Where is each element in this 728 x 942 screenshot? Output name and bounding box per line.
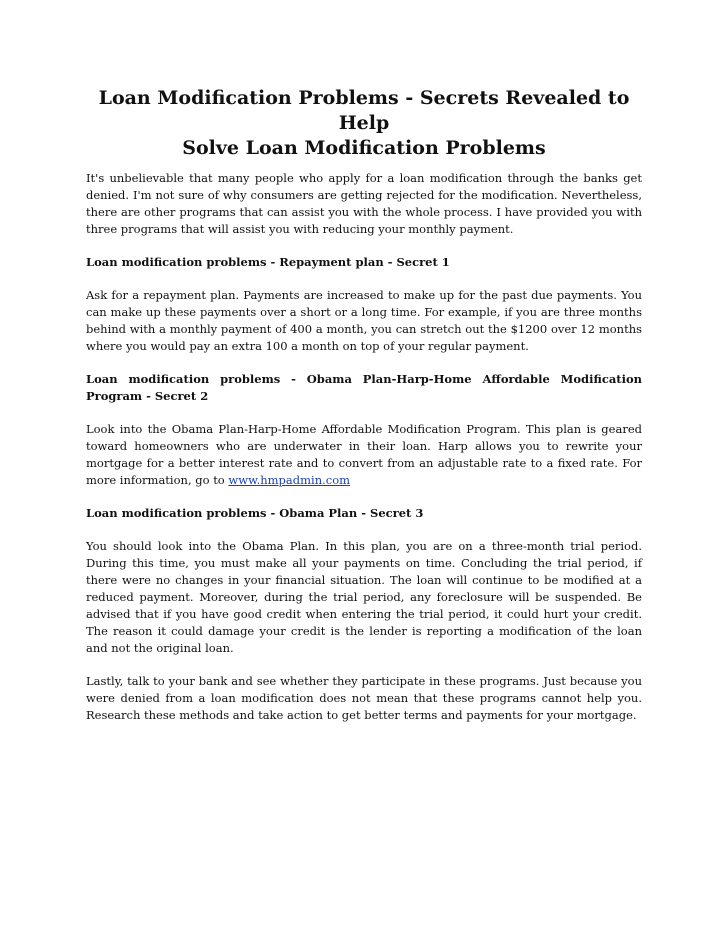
- intro-paragraph: It's unbelievable that many people who apply for a loan modification through the banks get denied. I'm not sure of why consumers are getting rejected for the modification. Nevertheless, there are other programs that can assist you with the whole process. I have provided you with three programs that will assist you with reducing your monthly payment.: [86, 171, 642, 236]
- section-1-body: Ask for a repayment plan. Payments are increased to make up for the past due payments. You can make up these payments over a short or a long time. For example, if you are three months behind with a monthly payment of 400 a month, you can stretch out the $1200 over 12 months where you would pay an extra 100 a month on top of your regular payment.: [86, 288, 642, 353]
- section-2-paragraph: [86, 421, 642, 489]
- title-line-1: Loan Modification Problems - Secrets Revealed to Help: [98, 87, 630, 134]
- closing-paragraph: Lastly, talk to your bank and see whether they participate in these programs. Just because you were denied from a loan modification does not mean that these programs cannot help you. Research these methods and take action to get better terms and payments for your mortgage.: [86, 674, 642, 722]
- section-2-body: Look into the Obama Plan-Harp-Home Affordable Modification Program. This plan is geared toward homeowners who are underwater in their loan. Harp allows you to rewrite your mortgage for a better interest rate and to convert from an adjustable rate to a fixed rate. For more information, go to: [86, 422, 642, 487]
- section-3-heading: Loan modification problems - Obama Plan - Secret 3: [86, 506, 424, 520]
- section-3-body: You should look into the Obama Plan. In this plan, you are on a three-month trial period. During this time, you must make all your payments on time. Concluding the trial period, if there were no changes in your financial situation. The loan will continue to be modified at a reduced payment. Moreover, during the trial period, any foreclosure will be suspended. Be advised that if you have good credit when entering the trial period, it could hurt your credit. The reason it could damage your credit is the lender is reporting a modification of the loan and not the original loan.: [86, 539, 642, 655]
- section-2-heading: Loan modification problems - Obama Plan-Harp-Home Affordable Modification Program - Secret 2: [86, 372, 642, 403]
- hmpadmin-link[interactable]: www.hmpadmin.com: [228, 473, 351, 487]
- section-1-heading: Loan modification problems - Repayment plan - Secret 1: [86, 255, 450, 269]
- document-page: [86, 86, 642, 740]
- page-title: [86, 86, 642, 161]
- title-line-2: Solve Loan Modification Problems: [182, 137, 546, 159]
